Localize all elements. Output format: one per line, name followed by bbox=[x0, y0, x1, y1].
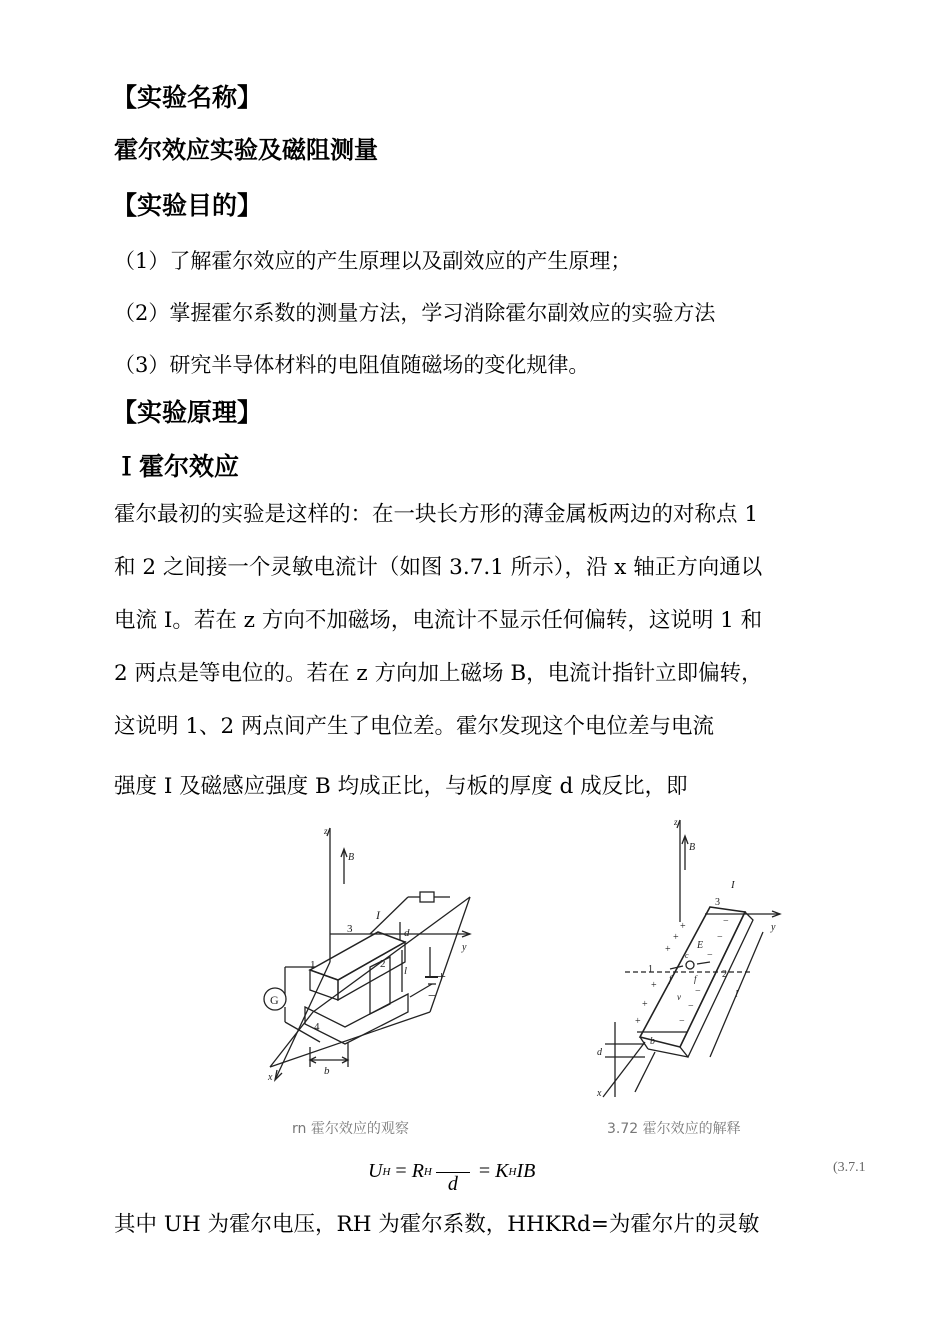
svg-text:+: + bbox=[673, 932, 679, 943]
svg-text:z: z bbox=[674, 817, 678, 827]
paragraph-line-5: 这说明 1、2 两点间产生了电位差。霍尔发现这个电位差与电流 bbox=[114, 714, 715, 739]
svg-text:+: + bbox=[635, 1016, 641, 1027]
equation-rh-sub: H bbox=[423, 1165, 432, 1178]
svg-text:c: c bbox=[685, 951, 689, 960]
svg-text:y: y bbox=[771, 922, 776, 933]
svg-text:b: b bbox=[324, 1065, 330, 1077]
svg-text:4: 4 bbox=[314, 1021, 320, 1033]
equation-fraction bbox=[436, 1172, 470, 1195]
svg-text:f: f bbox=[694, 974, 697, 984]
svg-text:−: − bbox=[723, 916, 729, 927]
svg-text:+: + bbox=[665, 944, 671, 955]
svg-text:d: d bbox=[597, 1047, 602, 1058]
svg-text:b: b bbox=[650, 1036, 655, 1047]
svg-text:−: − bbox=[688, 1001, 694, 1012]
svg-text:B: B bbox=[689, 842, 696, 853]
equation-lhs: U bbox=[368, 1160, 383, 1182]
svg-text:I: I bbox=[731, 879, 735, 891]
paragraph-line-1: 霍尔最初的实验是这样的：在一块长方形的薄金属板两边的对称点 1 bbox=[114, 502, 759, 527]
figure-caption-left: rn 霍尔效应的观察 bbox=[292, 1121, 409, 1137]
objective-1: （1）了解霍尔效应的产生原理以及副效应的产生原理； bbox=[114, 249, 632, 273]
svg-text:−: − bbox=[717, 932, 723, 943]
svg-text:I: I bbox=[376, 908, 380, 922]
svg-text:y: y bbox=[462, 942, 467, 953]
objective-2: （2）掌握霍尔系数的测量方法，学习消除霍尔副效应的实验方法 bbox=[114, 301, 716, 325]
svg-text:+: + bbox=[651, 980, 657, 991]
section-hall-effect: Ｉ霍尔效应 bbox=[114, 452, 240, 481]
svg-text:2: 2 bbox=[380, 958, 386, 970]
equation-equals-1: = bbox=[390, 1160, 412, 1182]
figure-hall-explanation bbox=[585, 812, 785, 1102]
svg-text:2: 2 bbox=[722, 969, 727, 980]
svg-text:+: + bbox=[642, 999, 648, 1010]
heading-experiment-name: 【实验名称】 bbox=[112, 83, 263, 112]
svg-text:G: G bbox=[270, 993, 279, 1007]
heading-experiment-purpose: 【实验目的】 bbox=[112, 191, 263, 220]
equation-rh: R bbox=[411, 1160, 424, 1182]
equation-kh: K bbox=[495, 1160, 509, 1182]
svg-text:1: 1 bbox=[310, 959, 316, 971]
svg-text:l: l bbox=[404, 965, 408, 977]
svg-text:z: z bbox=[324, 826, 328, 836]
svg-text:−: − bbox=[679, 1016, 685, 1027]
equation-ib: IB bbox=[516, 1160, 536, 1182]
equation-number: (3.7.1 bbox=[833, 1160, 866, 1175]
svg-text:v: v bbox=[677, 992, 681, 1002]
experiment-title: 霍尔效应实验及磁阻测量 bbox=[114, 136, 378, 164]
svg-text:3: 3 bbox=[347, 923, 353, 935]
paragraph-last-line: 其中 UH 为霍尔电压，RH 为霍尔系数，HHKRd=为霍尔片的灵敏 bbox=[114, 1212, 760, 1237]
svg-text:l: l bbox=[735, 988, 739, 1000]
svg-text:+: + bbox=[680, 921, 686, 932]
heading-experiment-principle: 【实验原理】 bbox=[112, 398, 263, 427]
figure-hall-observation bbox=[250, 822, 480, 1097]
svg-text:E: E bbox=[697, 940, 704, 951]
svg-text:3: 3 bbox=[715, 897, 720, 908]
figure-caption-right: 3.72 霍尔效应的解释 bbox=[607, 1121, 741, 1137]
svg-text:−: − bbox=[695, 986, 701, 997]
equation-kh-sub: H bbox=[508, 1165, 517, 1178]
svg-text:x: x bbox=[268, 1072, 273, 1083]
paragraph-line-6: 强度 I 及磁感应强度 B 均成正比，与板的厚度 d 成反比，即 bbox=[114, 774, 688, 799]
equation-denominator: d bbox=[447, 1173, 458, 1195]
svg-text:f: f bbox=[669, 974, 672, 984]
svg-text:+: + bbox=[437, 969, 447, 986]
equation-lhs-sub: H bbox=[382, 1165, 391, 1178]
svg-text:1: 1 bbox=[648, 964, 653, 975]
paragraph-line-4: 2 两点是等电位的。若在 z 方向加上磁场 B，电流计指针立即偏转， bbox=[114, 661, 763, 686]
paragraph-line-3: 电流 I。若在 z 方向不加磁场，电流计不显示任何偏转，这说明 1 和 bbox=[114, 608, 763, 633]
svg-text:B: B bbox=[348, 852, 355, 863]
objective-3: （3）研究半导体材料的电阻值随磁场的变化规律。 bbox=[114, 353, 590, 377]
svg-text:−: − bbox=[428, 989, 436, 1004]
svg-text:d: d bbox=[404, 927, 410, 939]
svg-text:x: x bbox=[597, 1088, 602, 1099]
svg-text:−: − bbox=[707, 950, 713, 961]
equation-equals-2: = bbox=[473, 1160, 496, 1182]
hall-equation bbox=[368, 1160, 536, 1195]
paragraph-line-2: 和 2 之间接一个灵敏电流计（如图 3.7.1 所示），沿 x 轴正方向通以 bbox=[114, 555, 763, 580]
